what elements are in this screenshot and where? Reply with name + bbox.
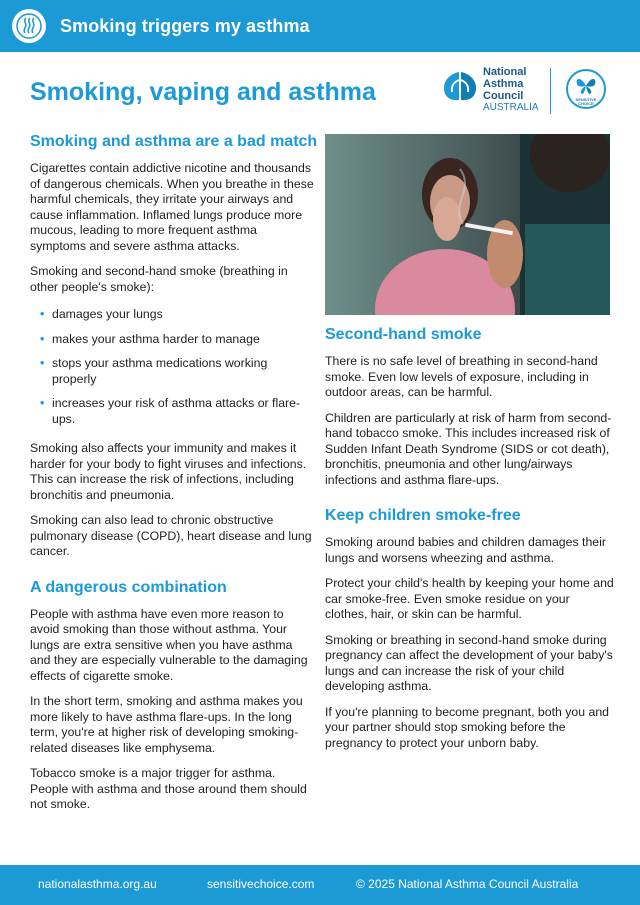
paragraph: In the short term, smoking and asthma makes you more likely to have asthma flare-ups. In the long term, you're at higher risk of developing smoking-related diseases like emphysema. (30, 694, 303, 755)
banner-title: Smoking triggers my asthma (60, 16, 310, 36)
photo-woman-covering-face-from-smoke (325, 134, 610, 315)
smoke-icon (12, 9, 46, 43)
page-title: Smoking, vaping and asthma (30, 78, 376, 106)
bullet-icon: • (40, 356, 45, 370)
bullet-list (40, 307, 315, 427)
bullet-icon: • (40, 331, 45, 346)
logo-text-line: CHOICE (578, 101, 594, 106)
paragraph: Cigarettes contain addictive nicotine and thousands of dangerous chemicals. When you breathe in these harmful chemicals, they irritate your airways and cause inflammation. Inflamed lungs produce more mucous, leading to more frequent asthma symptoms and severe asthma attacks. (30, 161, 314, 253)
paragraph: Children are particularly at risk of harm from second-hand tobacco smoke. This includes increased risk of Sudden Infant Death Syndrome (SIDS or cot death), bronchitis, pneumonia and other lung/airways infections and asthma flare-ups. (325, 410, 612, 487)
logo-text-line: SENSITIVE (575, 97, 597, 102)
list-item (40, 396, 315, 427)
footer-copyright: © 2025 National Asthma Council Australia (356, 877, 579, 891)
paragraph: If you're planning to become pregnant, both you and your partner should stop smoking before the pregnancy to protect your unborn baby. (325, 704, 610, 750)
logo-divider (550, 68, 551, 114)
list-item-text: increases your risk of asthma attacks or flare-ups. (52, 396, 301, 426)
paragraph: Protect your child's health by keeping your home and car smoke-free. Even smoke residue on your clothes, hair, or skin can be harmful. (325, 576, 614, 621)
paragraph: Smoking or breathing in second-hand smoke during pregnancy can affect the development of your baby's lungs and can increase the risk of your child developing asthma. (325, 632, 613, 693)
paragraph: Smoking and second-hand smoke (breathing in other people's smoke): (30, 264, 288, 294)
list-item-text: damages your lungs (52, 307, 163, 321)
logo-text-line: AUSTRALIA (483, 102, 539, 113)
left-column (30, 132, 318, 823)
list-item (40, 356, 315, 387)
logo-text-line: Asthma (483, 78, 524, 90)
logo-text-line: National (483, 66, 527, 78)
sensitive-choice-logo (566, 69, 606, 109)
section-heading: Keep children smoke-free (325, 507, 521, 524)
footer-link-sensitivechoice[interactable]: sensitivechoice.com (207, 877, 315, 891)
paragraph: There is no safe level of breathing in second-hand smoke. Even low levels of exposure, including in outdoor areas, can be harmful. (325, 354, 598, 399)
footer-link-nationalasthma[interactable]: nationalasthma.org.au (38, 877, 157, 891)
paragraph: Smoking can also lead to chronic obstructive pulmonary disease (COPD), heart disease and lung cancer. (30, 513, 312, 558)
bullet-icon: • (40, 396, 45, 410)
butterfly-icon (575, 76, 597, 96)
lungs-icon (442, 68, 478, 104)
right-column (325, 325, 615, 761)
section-heading: Second-hand smoke (325, 326, 482, 343)
section-heading: A dangerous combination (30, 578, 227, 596)
list-item-text: stops your asthma medications working properly (52, 356, 268, 386)
list-item-text: makes your asthma harder to manage (52, 331, 260, 346)
paragraph: Smoking also affects your immunity and makes it harder for your body to fight viruses and infections. This can increase the risk of infections, including bronchitis and pneumonia. (30, 441, 307, 502)
section-heading: Smoking and asthma are a bad match (30, 133, 318, 150)
top-banner (0, 0, 640, 52)
paragraph: Tobacco smoke is a major trigger for asthma. People with asthma and those around them should not smoke. (30, 766, 307, 811)
bullet-icon: • (40, 307, 45, 321)
footer-bar (0, 865, 640, 905)
logo-text-line: Council (483, 90, 524, 102)
national-asthma-council-logo (442, 66, 552, 114)
list-item (40, 307, 315, 323)
paragraph: People with asthma have even more reason to avoid smoking than those without asthma. Your lungs are extra sensitive when you have asthma and they are especially vulnerable to the damaging effects of cigarette smoke. (30, 606, 308, 683)
list-item (40, 332, 315, 348)
paragraph: Smoking around babies and children damages their lungs and worsens wheezing and asthma. (325, 535, 606, 565)
